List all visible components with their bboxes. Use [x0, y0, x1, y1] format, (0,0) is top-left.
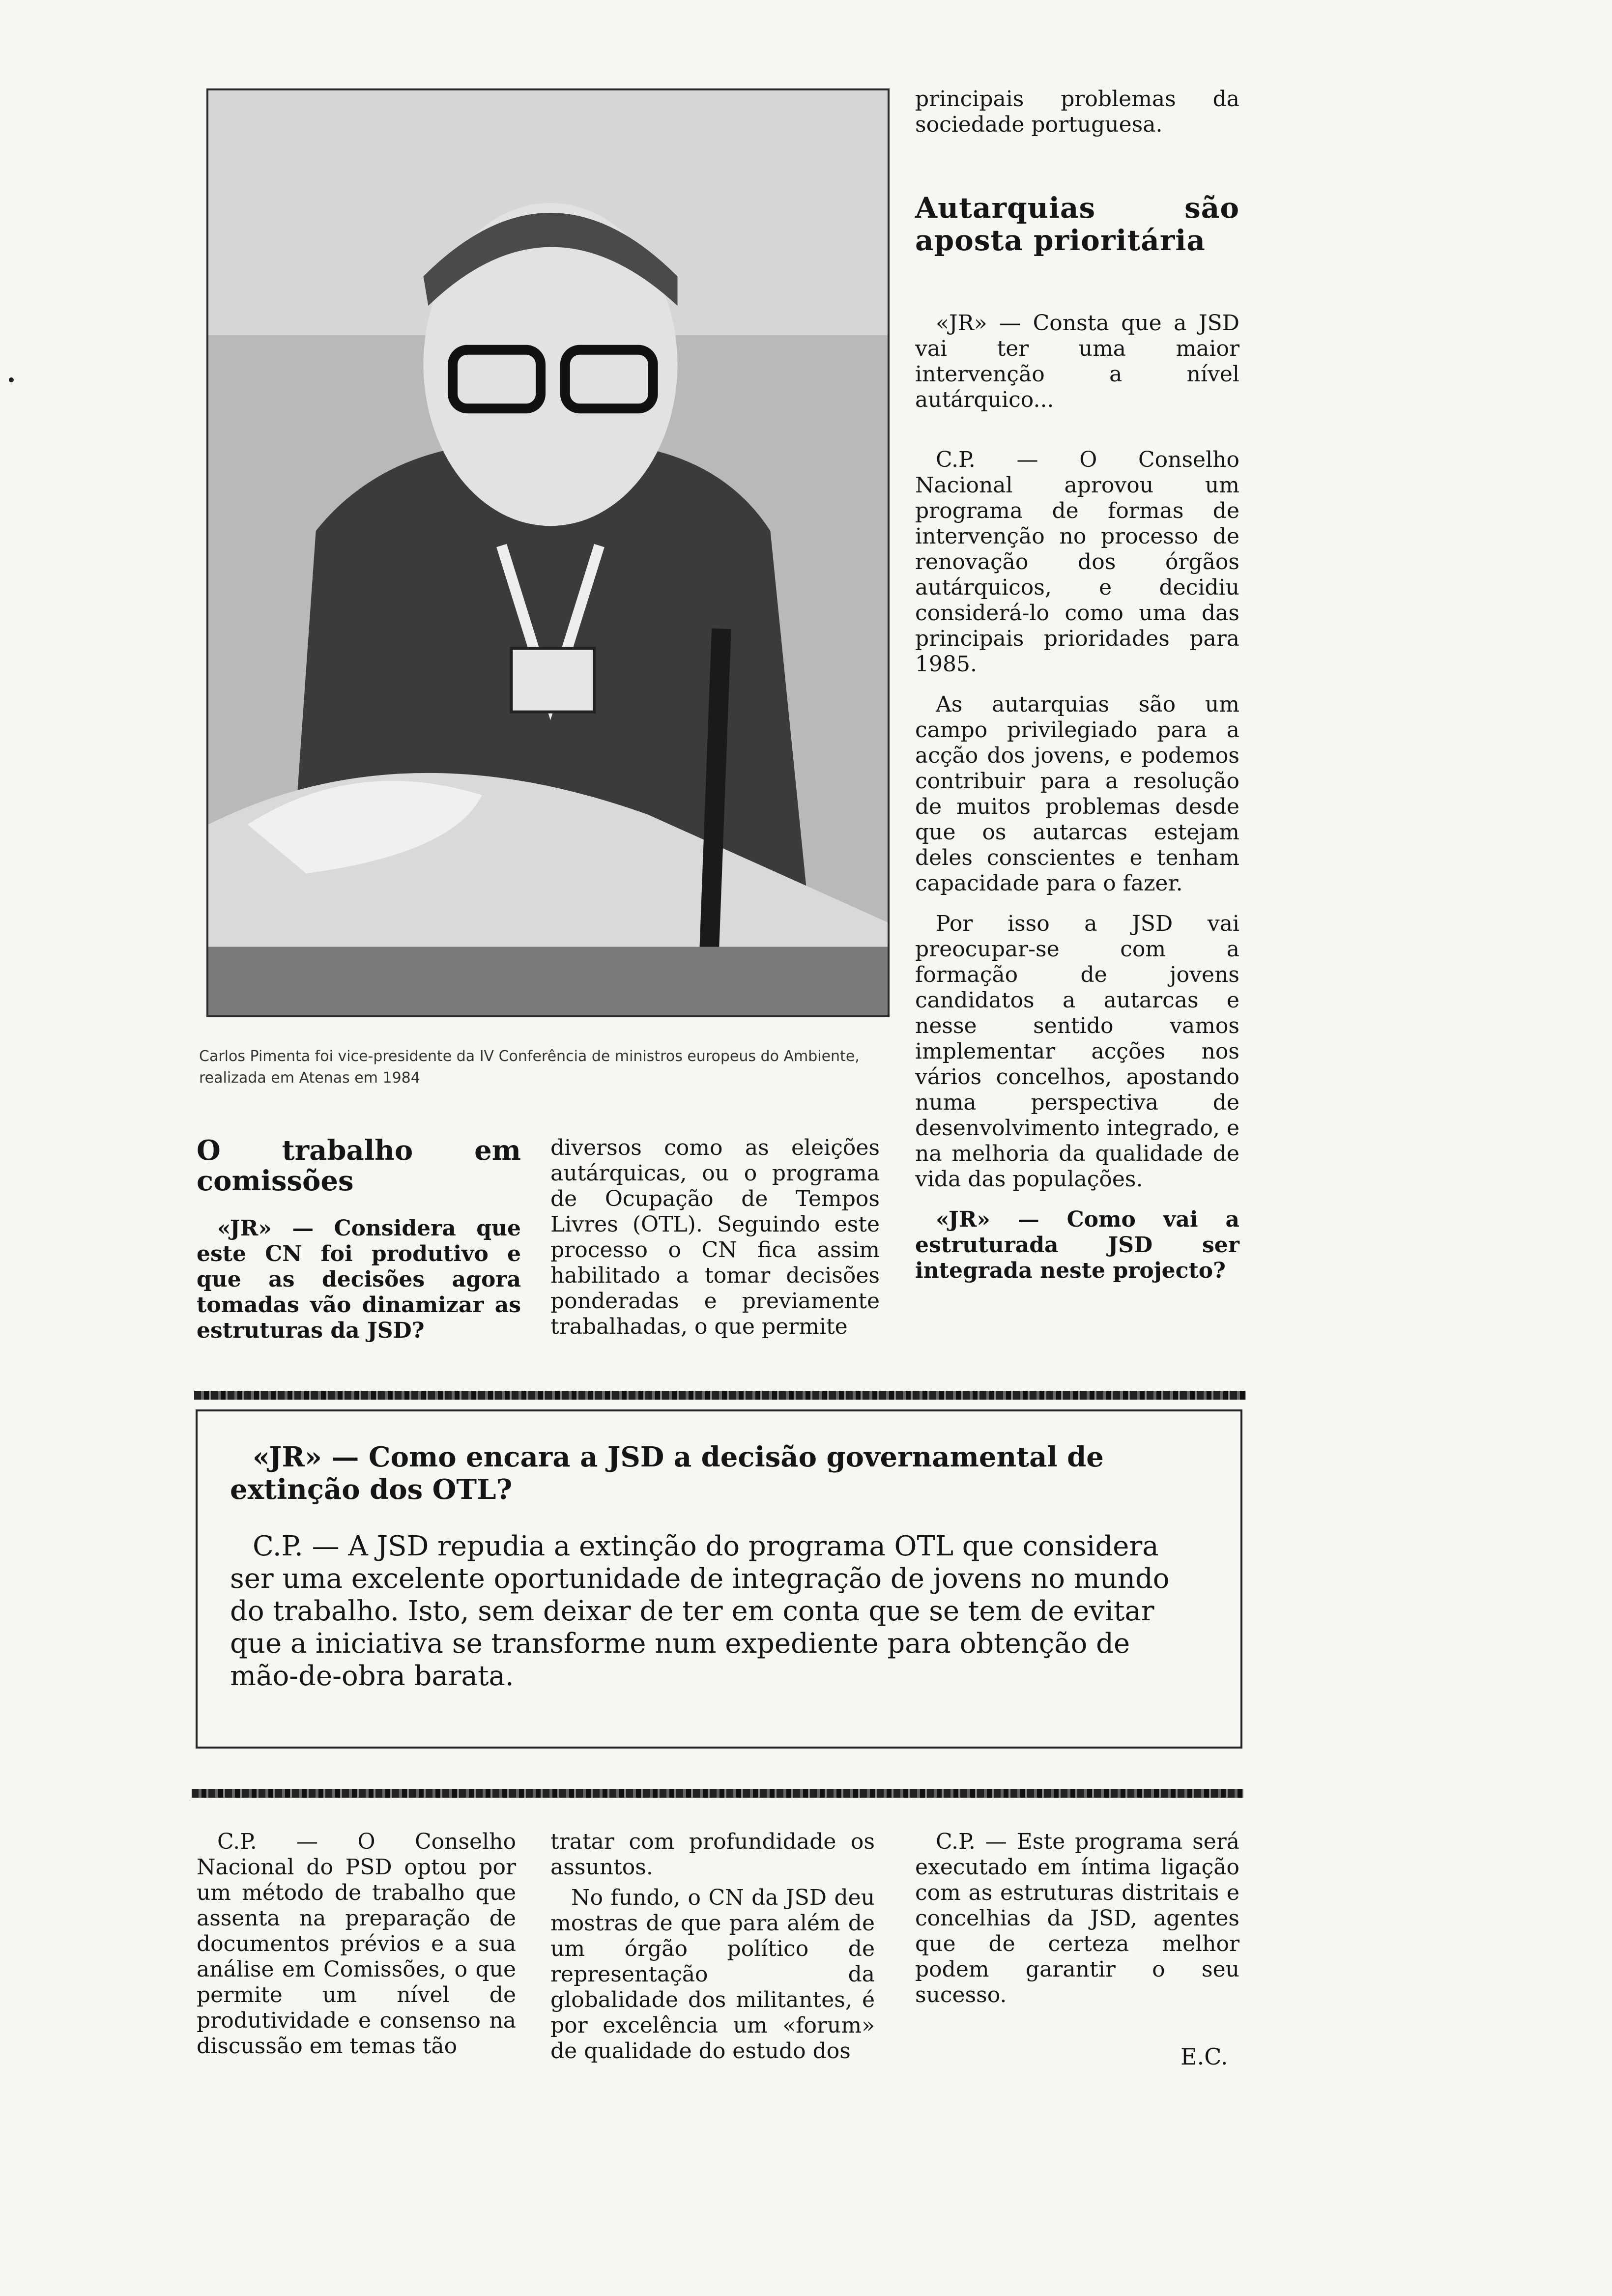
answer-paragraph-3: Por isso a JSD vai preocupar-se com a formação de jovens candidatos a autarcas e nesse sentido vamos implementar acções nos vários concelhos, apostando numa perspectiva de desenvolvimento integrado, e na melhoria da qualidade de vida das populações. — [915, 911, 1239, 1192]
box-answer: C.P. — A JSD repudia a extinção do programa OTL que considera ser uma excelente oportunidade de integração de jovens no mundo do trabalho. Isto, sem deixar de ter em conta que se tem de evitar que a iniciativa se transforme num expediente para obtenção de mão-de-obra barata. — [230, 1530, 1170, 1692]
question-jr-cn: «JR» — Considera que este CN foi produtivo e que as decisões agora tomadas vão dinamizar as estruturas da JSD? — [197, 1216, 521, 1343]
bottom-divider-rule — [192, 1789, 1243, 1798]
paragraph-conselho-psd: C.P. — O Conselho Nacional do PSD optou por um método de trabalho que assenta na preparação de documentos prévios e a sua análise em Comissões, o que permite um nível de produtividade e consenso na discussão em temas tão — [197, 1829, 516, 2059]
scan-mark — [9, 377, 14, 382]
author-signature: E.C. — [1180, 2043, 1228, 2070]
bottom-column-2 — [550, 1829, 875, 2079]
answer-paragraph-1: C.P. — O Conselho Nacional aprovou um programa de formas de intervenção no processo de renovação dos órgãos autárquicos, e decidiu considerá-lo como uma das principais prioridades para 1985. — [915, 447, 1239, 677]
paragraph-continuation: principais problemas da sociedade portuguesa. — [915, 86, 1239, 137]
photo-illustration — [208, 90, 888, 1015]
left-column-middle — [197, 1135, 521, 1358]
subheading-autarquias: Autarquias são aposta prioritária — [915, 191, 1239, 257]
paragraph-profundidade: tratar com profundidade os assuntos. — [550, 1829, 875, 1880]
box-question: «JR» — Como encara a JSD a decisão governamental de extinção dos OTL? — [230, 1441, 1104, 1506]
bottom-column-1 — [197, 1829, 516, 2074]
answer-paragraph-2: As autarquias são um campo privilegiado para a acção dos jovens, e podemos contribuir para a resolução de muitos problemas desde que os autarcas estejam deles conscientes e tenham capacidade para o fazer. — [915, 692, 1239, 896]
heading-trabalho-comissoes: O trabalho em comissões — [197, 1134, 521, 1197]
center-column-middle — [550, 1135, 880, 1354]
photo-carlos-pimenta — [206, 88, 890, 1017]
paragraph-programa-executado: C.P. — Este programa será executado em íntima ligação com as estruturas distritais e concelhias da JSD, agentes que de certeza melhor podem garantir o seu sucesso. — [915, 1829, 1239, 2008]
right-column-top — [915, 86, 1239, 1298]
top-divider-rule — [194, 1391, 1246, 1400]
bottom-column-3 — [915, 1829, 1239, 2023]
paragraph-eleicoes: diversos como as eleições autárquicas, ou o programa de Ocupação de Tempos Livres (OTL). Seguindo este processo o CN fica assim habilitado a tomar decisões ponderadas e previamente trabalhadas, o que permite — [550, 1135, 880, 1339]
photo-caption: Carlos Pimenta foi vice-presidente da IV Conferência de ministros europeus do Ambiente, realizada em Atenas em 1984 — [199, 1048, 860, 1087]
question-jr-2: «JR» — Como vai a estruturada JSD ser integrada neste projecto? — [915, 1207, 1239, 1283]
paragraph-fundo-cn: No fundo, o CN da JSD deu mostras de que para além de um órgão político de representação da globalidade dos militantes, é por excelência um «forum» de qualidade do estudo dos — [550, 1885, 875, 2064]
question-jr-1: «JR» — Consta que a JSD vai ter uma maior intervenção a nível autárquico... — [915, 311, 1239, 412]
boxed-interview-otl — [196, 1409, 1242, 1749]
